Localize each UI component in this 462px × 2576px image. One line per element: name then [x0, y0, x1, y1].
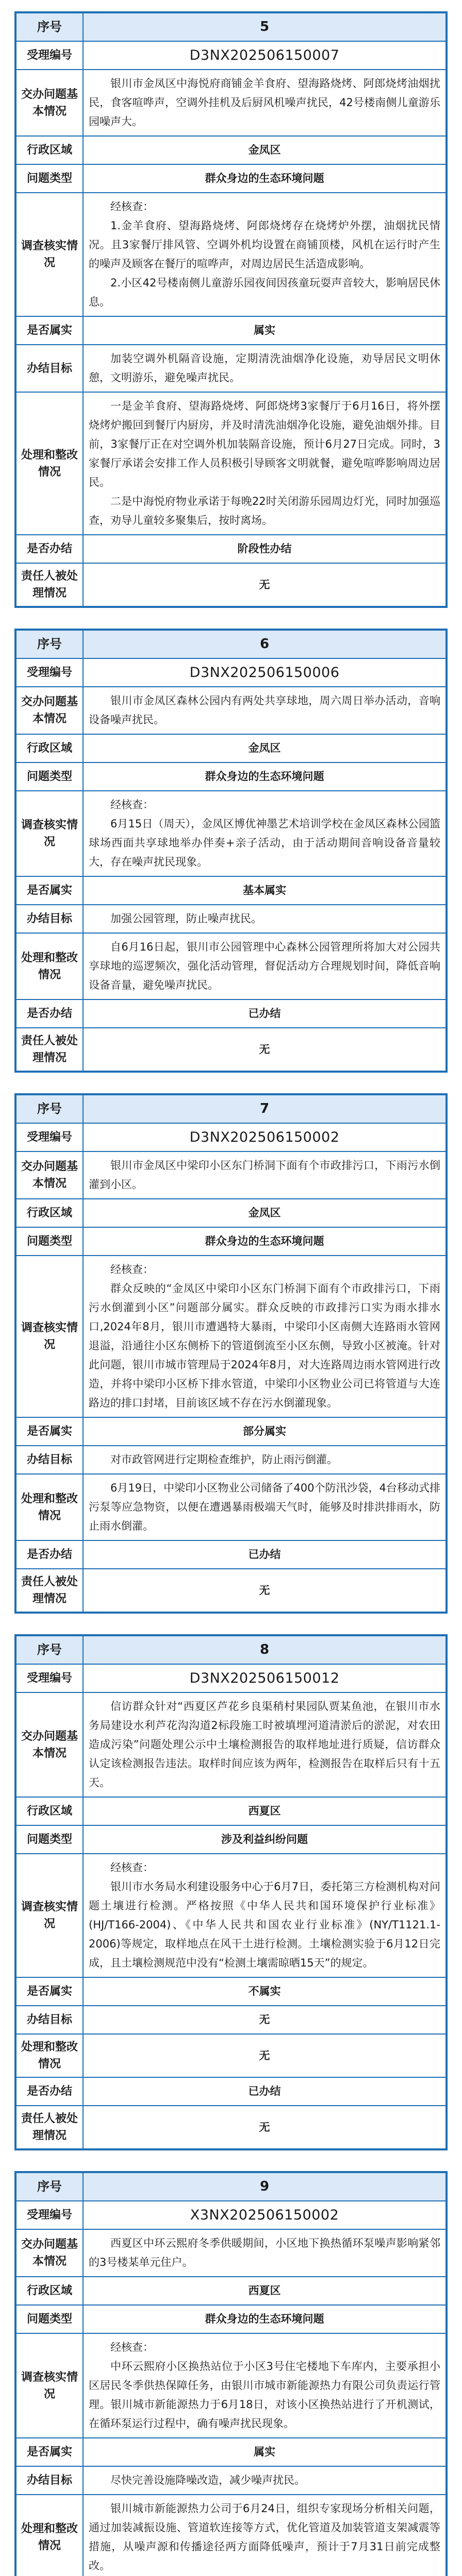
record-card-6 — [14, 629, 448, 1073]
seq-label: 序号 — [16, 1636, 83, 1664]
code-label: 受理编号 — [16, 41, 83, 70]
handling-paragraph: 自6月16日起，银川市公园管理中心森林公园管理所将加大对公园共享球地的巡逻频次，强化活动管理，督促活动方合理规划时间，降低音响设备音量，避免噪声扰民。 — [89, 941, 440, 991]
goal-label: 办结目标 — [16, 905, 83, 933]
content-value: 信访群众针对“西夏区芦花乡良渠稍村果园队贾某鱼池，在银川市水务局建设水利芦花沟沟道2标段施工时被填埋河道清淤后的淤泥，对农田造成污染”问题处理公示中土壤检测报告的取样地址进行质疑，信访群众认定该检测报告违法。取样时间应该为两年，检测报告在取样后只有十五天。 — [83, 1692, 446, 1797]
investigation-label: 调查核实情况 — [16, 2333, 83, 2438]
goal-label: 办结目标 — [16, 345, 83, 392]
handling-paragraph: 二是中海悦府物业承诺于每晚22时关闭游乐园周边灯光，同时加强巡查，劝导儿童较多聚集后，按时离场。 — [89, 495, 440, 527]
investigation-value — [83, 791, 446, 876]
investigation-paragraph: 1.金羊食府、望海路烧烤、阿郎烧烤存在烧烤炉外摆，油烟扰民情况。且3家餐厅排风管、空调外机均设置在商铺顶楼，风机在运行时产生的噪声及顾客在餐厅的喧哗声，对周边居民生活造成影响。 — [89, 219, 440, 270]
status-label: 是否办结 — [16, 535, 83, 563]
seq-value: 9 — [83, 2173, 446, 2201]
investigation-paragraph: 经核查： — [110, 1263, 154, 1276]
investigation-paragraph: 银川市水务局水利建设服务中心于6月7日，委托第三方检测机构对问题土壤进行检测。严格按照《中华人民共和国环境保护行业标准》(HJ/T166-2004)、《中华人民共和国农业行业标准》(NY/T1121.1-2006)等规定，取样地点在风干土进行检测。土壤检测实验于6月12日完成，且土壤检测规范中没有“检测土壤需晾晒15天”的规定。 — [89, 1880, 440, 1969]
region-value: 金凤区 — [83, 734, 446, 762]
code-value: D3NX202506150012 — [83, 1664, 446, 1692]
seq-label: 序号 — [16, 630, 83, 658]
verified-value: 属实 — [83, 316, 446, 345]
accountability-label: 责任人被处理情况 — [16, 1569, 83, 1612]
handling-label: 处理和整改情况 — [16, 2495, 83, 2576]
content-value: 西夏区中环云熙府冬季供暖期间，小区地下换热循环泵噪声影响紧邻的3号楼某单元住户。 — [83, 2229, 446, 2277]
handling-value — [83, 392, 446, 535]
code-label: 受理编号 — [16, 1664, 83, 1692]
region-label: 行政区域 — [16, 136, 83, 164]
handling-paragraph: 一是金羊食府、望海路烧烤、阿郎烧烤3家餐厅于6月16日，将外摆烧烤炉搬回到餐厅内厨房，并及时清洗油烟净化设施，避免油烟外排。目前，3家餐厅正在对空调外机加装隔音设施，预计6月27日完成。同时，3家餐厅承诺会安排工作人员积极引导顾客文明就餐，避免喧哗影响周边居民。 — [89, 400, 440, 488]
code-label: 受理编号 — [16, 1123, 83, 1151]
content-value: 银川市金凤区中梁印小区东门桥洞下面有个市政排污口，下雨污水倒灌到小区。 — [83, 1151, 446, 1199]
code-value: X3NX202506150002 — [83, 2201, 446, 2229]
handling-value — [83, 933, 446, 999]
investigation-paragraph: 2.小区42号楼南侧儿童游乐园夜间因孩童玩耍声音较大，影响居民休息。 — [89, 277, 440, 308]
handling-value — [83, 2495, 446, 2576]
category-value: 群众身边的生态环境问题 — [83, 164, 446, 193]
handling-value — [83, 2034, 446, 2077]
category-value: 群众身边的生态环境问题 — [83, 2305, 446, 2333]
record-card-5 — [14, 11, 448, 608]
verified-label: 是否属实 — [16, 316, 83, 345]
goal-label: 办结目标 — [16, 1446, 83, 1474]
accountability-value: 无 — [83, 563, 446, 606]
region-label: 行政区域 — [16, 2277, 83, 2305]
seq-label: 序号 — [16, 13, 83, 41]
investigation-label: 调查核实情况 — [16, 791, 83, 876]
handling-label: 处理和整改情况 — [16, 933, 83, 999]
goal-value: 尽快完善设施降噪改造，减少噪声扰民。 — [83, 2466, 446, 2495]
investigation-paragraph: 经核查： — [110, 799, 154, 811]
accountability-value: 无 — [83, 1569, 446, 1612]
status-label: 是否办结 — [16, 1540, 83, 1569]
status-value: 已办结 — [83, 999, 446, 1028]
investigation-label: 调查核实情况 — [16, 1854, 83, 1977]
handling-label: 处理和整改情况 — [16, 2034, 83, 2077]
category-value: 群众身边的生态环境问题 — [83, 762, 446, 791]
goal-label: 办结目标 — [16, 2006, 83, 2034]
goal-label: 办结目标 — [16, 2466, 83, 2495]
status-value: 已办结 — [83, 2077, 446, 2106]
investigation-paragraph: 经核查： — [110, 1861, 154, 1874]
investigation-paragraph: 6月15日（周天），金凤区博优神墨艺术培训学校在金凤区森林公园篮球场西面共享球地举办伴奏+亲子活动，由于活动期间音响设备音量较大，存在噪声扰民现象。 — [89, 818, 440, 868]
accountability-label: 责任人被处理情况 — [16, 563, 83, 606]
verified-value: 不属实 — [83, 1977, 446, 2006]
category-label: 问题类型 — [16, 1825, 83, 1854]
record-card-9 — [14, 2171, 448, 2576]
content-label: 交办问题基本情况 — [16, 1692, 83, 1797]
record-card-7 — [14, 1093, 448, 1614]
code-label: 受理编号 — [16, 658, 83, 687]
accountability-label: 责任人被处理情况 — [16, 2106, 83, 2149]
status-label: 是否办结 — [16, 2077, 83, 2106]
code-value: D3NX202506150007 — [83, 41, 446, 70]
investigation-value — [83, 193, 446, 316]
accountability-label: 责任人被处理情况 — [16, 1028, 83, 1071]
content-label: 交办问题基本情况 — [16, 1151, 83, 1199]
content-value: 银川市金凤区中海悦府商铺金羊食府、望海路烧烤、阿郎烧烤油烟扰民，食客喧哗声，空调外挂机及后厨风机噪声扰民，42号楼南侧儿童游乐园噪声大。 — [83, 70, 446, 136]
investigation-value — [83, 1854, 446, 1977]
goal-value: 无 — [83, 2006, 446, 2034]
handling-label: 处理和整改情况 — [16, 1474, 83, 1540]
record-card-8 — [14, 1634, 448, 2150]
investigation-label: 调查核实情况 — [16, 1256, 83, 1417]
handling-paragraph: 6月19日，中梁印小区物业公司储备了400个防汛沙袋，4台移动式排污泵等应急物资，以便在遭遇暴雨极端天气时，能够及时排洪排雨水，防止雨水倒灌。 — [89, 1482, 440, 1532]
code-label: 受理编号 — [16, 2201, 83, 2229]
investigation-paragraph: 群众反映的“金凤区中梁印小区东门桥洞下面有个市政排污口，下雨污水倒灌到小区”问题部分属实。群众反映的市政排污口实为雨水排水口,2024年8月，银川市遭遇特大暴雨，中梁印小区南侧大连路雨水管网退溢，沿通往小区东侧桥下的管道倒流至小区东侧，导致小区被淹。针对此问题，银川市城市管理局于2024年8月，对大连路周边雨水管网进行改造，并将中梁印小区桥下排水管道，中梁印小区物业公司已将管道与大连路边的排口封堵，目前该区域不存在污水倒灌现象。 — [89, 1282, 440, 1409]
verified-value: 基本属实 — [83, 876, 446, 905]
seq-value: 6 — [83, 630, 446, 658]
verified-value: 部分属实 — [83, 1417, 446, 1446]
goal-value: 加强公园管理，防止噪声扰民。 — [83, 905, 446, 933]
category-label: 问题类型 — [16, 1227, 83, 1256]
status-value: 阶段性办结 — [83, 535, 446, 563]
seq-value: 5 — [83, 13, 446, 41]
investigation-paragraph: 经核查： — [110, 2341, 154, 2353]
seq-value: 7 — [83, 1095, 446, 1123]
region-label: 行政区域 — [16, 1199, 83, 1227]
seq-value: 8 — [83, 1636, 446, 1664]
category-value: 群众身边的生态环境问题 — [83, 1227, 446, 1256]
region-value: 金凤区 — [83, 136, 446, 164]
verified-value: 属实 — [83, 2438, 446, 2466]
region-label: 行政区域 — [16, 1797, 83, 1825]
content-label: 交办问题基本情况 — [16, 70, 83, 136]
investigation-value — [83, 1256, 446, 1417]
category-value: 涉及利益纠纷问题 — [83, 1825, 446, 1854]
investigation-paragraph: 经核查： — [110, 200, 154, 213]
record-table — [15, 1094, 447, 1613]
goal-value: 加装空调外机隔音设施，定期清洗油烟净化设施，劝导居民文明休憩，文明游乐，避免噪声扰民。 — [83, 345, 446, 392]
code-value: D3NX202506150002 — [83, 1123, 446, 1151]
seq-label: 序号 — [16, 1095, 83, 1123]
seq-label: 序号 — [16, 2173, 83, 2201]
investigation-value — [83, 2333, 446, 2438]
handling-paragraph: 无 — [259, 2049, 270, 2062]
handling-paragraph: 银川城市新能源热力公司于6月24日，组织专家现场分析相关问题，通过加装减振设施、管道软连接等方式，优化管道及加装管道支架减震等措施，从噪声源和传播途径两方面降低噪声，预计于7月31日前完成整改。 — [89, 2502, 440, 2572]
handling-label: 处理和整改情况 — [16, 392, 83, 535]
record-table — [15, 2172, 447, 2576]
verified-label: 是否属实 — [16, 876, 83, 905]
content-label: 交办问题基本情况 — [16, 687, 83, 734]
investigation-label: 调查核实情况 — [16, 193, 83, 316]
category-label: 问题类型 — [16, 164, 83, 193]
category-label: 问题类型 — [16, 2305, 83, 2333]
content-label: 交办问题基本情况 — [16, 2229, 83, 2277]
record-table — [15, 630, 447, 1072]
status-label: 是否办结 — [16, 999, 83, 1028]
verified-label: 是否属实 — [16, 1417, 83, 1446]
status-value: 已办结 — [83, 1540, 446, 1569]
accountability-value: 无 — [83, 1028, 446, 1071]
region-value: 金凤区 — [83, 1199, 446, 1227]
code-value: D3NX202506150006 — [83, 658, 446, 687]
record-table — [15, 12, 447, 607]
verified-label: 是否属实 — [16, 1977, 83, 2006]
region-value: 西夏区 — [83, 2277, 446, 2305]
handling-value — [83, 1474, 446, 1540]
investigation-paragraph: 中环云熙府小区换热站位于小区3号住宅楼地下车库内，主要承担小区居民冬季供热保障任务，由银川市城市新能源热力有限公司负责运行管理。银川城市新能源热力于6月18日，对该小区换热站进行了开机测试，在循环泵运行过程中，确有噪声扰民现象。 — [89, 2360, 440, 2430]
region-value: 西夏区 — [83, 1797, 446, 1825]
verified-label: 是否属实 — [16, 2438, 83, 2466]
goal-value: 对市政管网进行定期检查维护，防止雨污倒灌。 — [83, 1446, 446, 1474]
record-table — [15, 1635, 447, 2149]
content-value: 银川市金凤区森林公园内有两处共享球地，周六周日举办活动，音响设备噪声扰民。 — [83, 687, 446, 734]
accountability-value: 无 — [83, 2106, 446, 2149]
region-label: 行政区域 — [16, 734, 83, 762]
category-label: 问题类型 — [16, 762, 83, 791]
